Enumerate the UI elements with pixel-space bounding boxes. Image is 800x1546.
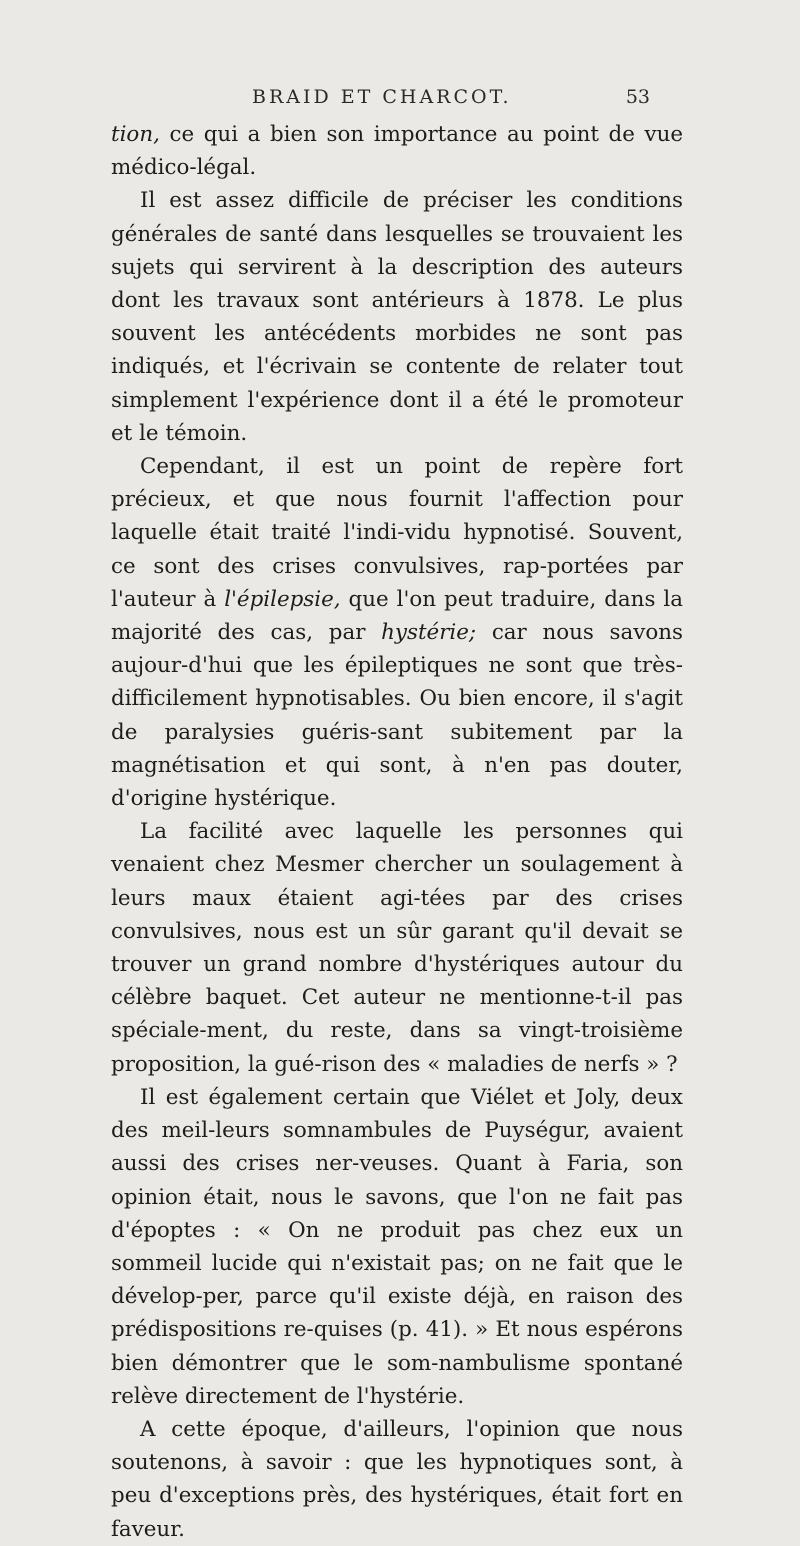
paragraph-2 xyxy=(111,184,683,450)
paragraph-1 xyxy=(111,118,683,184)
paragraph-3-italic-hysterie: hystérie; xyxy=(381,620,477,646)
body-text xyxy=(111,118,683,1546)
paragraph-6 xyxy=(111,1413,683,1546)
paragraph-3-part-5: car nous savons aujour-d'hui que les épileptiques ne sont que très-difficilement hypnotisables. Ou bien encore, il s'agit de paralysies guéris-sant subitement par la magnétisation et qui sont, à n'en pas douter, d'origine hystérique. xyxy=(111,620,683,812)
paragraph-1-part-2: ce qui a bien son importance au point de vue médico-légal. xyxy=(111,122,683,181)
paragraph-3-part-1: Cependant, il est un point de repère fort précieux, et que nous fournit l'affection pour laquelle était traité l'indi-vidu hypnotisé. Souvent, ce sont des crises convulsives, rap-portées par l'auteur à xyxy=(111,454,683,612)
paragraph-1-part-1: tion, xyxy=(111,122,160,147)
paragraph-4 xyxy=(111,815,683,1081)
paragraph-3-italic-epilepsie: l'épilepsie, xyxy=(224,586,341,612)
paragraph-5 xyxy=(111,1081,683,1413)
paragraph-3 xyxy=(111,450,683,815)
paragraph-2-part-1: Il est assez difficile de préciser les conditions générales de santé dans lesquelles se trouvaient les sujets qui servirent à la description des auteurs dont les travaux sont antérieurs à 1878. Le plus souvent les antécédents morbides ne sont pas indiqués, et l'écrivain se contente de relater tout simplement l'expérience dont il a été le promoteur et le témoin. xyxy=(111,188,683,446)
page-header xyxy=(0,86,800,116)
paragraph-6-part-1: A cette époque, d'ailleurs, l'opinion que nous soutenons, à savoir : que les hypnotiques sont, à peu d'exceptions près, des hystériques, était fort en faveur. xyxy=(111,1416,683,1542)
running-head: BRAID ET CHARCOT. xyxy=(252,86,512,108)
page-number: 53 xyxy=(625,86,650,108)
paragraph-3-part-3: que l'on peut traduire, dans la majorité des cas, par xyxy=(111,586,683,646)
paragraph-4-part-1: La facilité avec laquelle les personnes qui venaient chez Mesmer chercher un soulagement à leurs maux étaient agi-tées par des crises convulsives, nous est un sûr garant qu'il devait se trouver un grand nombre d'hystériques autour du célèbre baquet. Cet auteur ne mentionne-t-il pas spéciale-ment, du reste, dans sa vingt-troisième proposition, la gué-rison des « maladies de nerfs » ? xyxy=(111,819,683,1077)
paragraph-5-part-1: Il est également certain que Viélet et Joly, deux des meil-leurs somnambules de Puységur, avaient aussi des crises ner-veuses. Quant à Faria, son opinion était, nous le savons, que l'on ne fait pas d'époptes : « On ne produit pas chez eux un sommeil lucide qui n'existait pas; on ne fait que le dévelop-per, parce qu'il existe déjà, en raison des prédispositions re-quises (p. 41). » Et nous espérons bien démontrer que le som-nambulisme spontané relève directement de l'hystérie. xyxy=(111,1084,683,1409)
